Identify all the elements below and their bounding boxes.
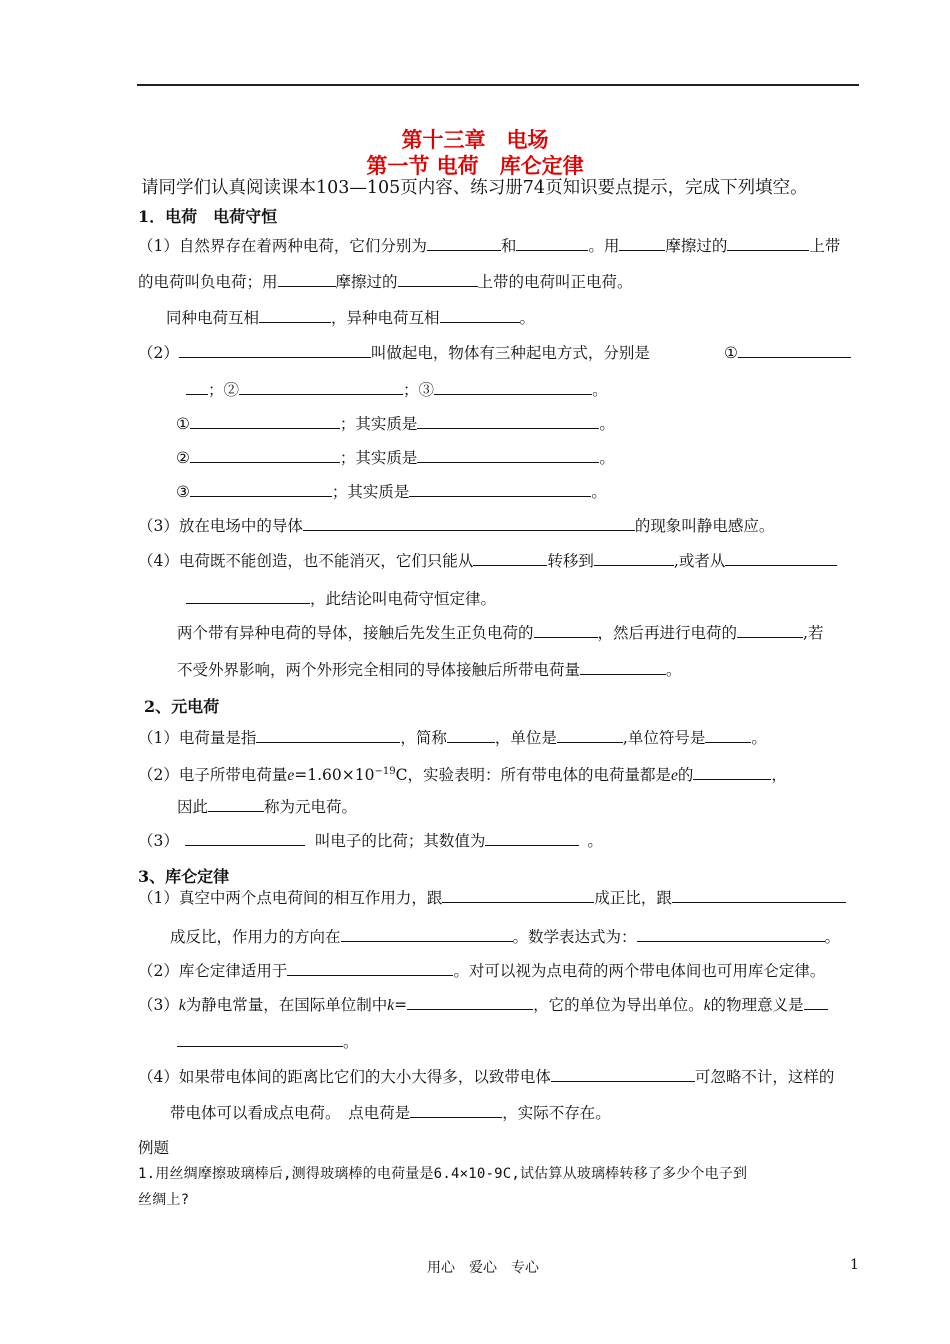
s1-p4-line4: 不受外界影响，两个外形完全相同的导体接触后所带电荷量 。 (177, 661, 682, 679)
blank[interactable] (594, 551, 674, 566)
s2-q2-line2: 因此 称为元电荷。 (177, 798, 358, 816)
blank[interactable] (287, 961, 453, 976)
blank[interactable] (516, 236, 588, 251)
s1-p4-line2: ，此结论叫电荷守恒定律。 (186, 589, 496, 609)
blank[interactable] (407, 995, 533, 1010)
example-label: 例题 (138, 1139, 170, 1157)
section2-heading: 2、元电荷 (144, 697, 220, 716)
blank[interactable] (485, 831, 579, 846)
blank[interactable] (473, 551, 547, 566)
blank[interactable] (190, 414, 340, 429)
s3-r1-line2: 成反比，作用力的方向在 。数学表达式为： 。 (170, 928, 841, 946)
chapter-title: 第十三章 电场 (401, 127, 549, 152)
blank[interactable] (278, 272, 336, 287)
blank[interactable] (804, 995, 828, 1010)
s3-r4-line2: 带电体可以看成点电荷。 点电荷是 ，实际不存在。 (170, 1104, 611, 1122)
blank[interactable] (705, 728, 751, 743)
s3-r4-line1: （4）如果带电体间的距离比它们的大小大得多，以致带电体 可忽略不计，这样的 (138, 1068, 835, 1086)
blank[interactable] (208, 797, 264, 812)
blank[interactable] (442, 888, 594, 903)
s1-method-2: ② ；其实质是 。 (176, 449, 615, 467)
blank[interactable] (551, 1067, 695, 1082)
blank[interactable] (738, 343, 851, 358)
blank[interactable] (256, 728, 400, 743)
s1-p1-line2: 的电荷叫负电荷；用 摩擦过的 上带的电荷叫正电荷。 (138, 273, 633, 291)
section1-heading: 1．电荷 电荷守恒 (138, 207, 278, 226)
blank[interactable] (637, 927, 825, 942)
footer-motto: 用心 爱心 专心 (427, 1260, 539, 1276)
blank[interactable] (186, 380, 208, 395)
s1-p1-line3: 同种电荷互相 ，异种电荷互相 。 (166, 309, 536, 327)
s3-r1-line1: （1）真空中两个点电荷间的相互作用力，跟 成正比，跟 (138, 888, 846, 908)
blank[interactable] (239, 380, 403, 395)
blank[interactable] (259, 308, 331, 323)
s2-q3: （3） 叫电子的比荷；其数值为 。 (138, 832, 603, 850)
s1-p2-line2: ；② ；③ 。 (186, 380, 608, 400)
blank[interactable] (410, 1103, 502, 1118)
blank[interactable] (427, 236, 501, 251)
s3-r3-line2: 。 (177, 1032, 359, 1052)
section-title: 第一节 电荷 库仑定律 (366, 153, 584, 178)
blank[interactable] (303, 516, 635, 531)
s2-q2-line1: （2）电子所带电荷量$e=1.60\times 10^{-19}C$，实验表明：所有带电体的电荷量都是e的 ， (138, 766, 787, 785)
s3-r2: （2）库仑定律适用于 。对可以视为点电荷的两个带电体间也可用库仑定律。 (138, 962, 826, 980)
blank[interactable] (186, 589, 310, 604)
s1-p2-option1: ① (724, 343, 851, 363)
s2-q1: （1）电荷量是指 ，简称 ，单位是 ,单位符号是 。 (138, 729, 767, 747)
blank[interactable] (693, 765, 771, 780)
example-question-line1: 1.用丝绸摩擦玻璃棒后,测得玻璃棒的电荷量是6.4×10-9C,试估算从玻璃棒转移了多少个电子到 (138, 1166, 748, 1182)
s3-r3-line1: （3）k为静电常量，在国际单位制中k= ，它的单位为导出单位。k的物理意义是 (138, 995, 828, 1016)
s1-p4-line1: （4）电荷既不能创造，也不能消灭，它们只能从 转移到 ,或者从 (138, 551, 837, 571)
s1-p1-line1: （1）自然界存在着两种电荷，它们分别为 和 。用 摩擦过的 上带 (138, 237, 841, 255)
s1-method-1: ① ；其实质是 。 (176, 415, 615, 433)
blank[interactable] (409, 482, 591, 497)
blank[interactable] (727, 236, 809, 251)
blank[interactable] (417, 448, 599, 463)
blank[interactable] (434, 380, 592, 395)
page-number: 1 (850, 1257, 859, 1273)
s1-p2-line1: （2） 叫做起电，物体有三种起电方式，分别是 (138, 344, 650, 362)
blank[interactable] (190, 448, 340, 463)
blank[interactable] (185, 831, 305, 846)
blank[interactable] (737, 623, 803, 638)
blank[interactable] (619, 236, 665, 251)
s1-p4-line3: 两个带有异种电荷的导体，接触后先发生正负电荷的 ，然后再进行电荷的 ,若 (177, 624, 824, 642)
section3-heading: 3、库仑定律 (138, 867, 230, 886)
blank[interactable] (341, 927, 513, 942)
blank[interactable] (557, 728, 623, 743)
s1-p3: （3）放在电场中的导体 的现象叫静电感应。 (138, 517, 775, 535)
header-rule (137, 84, 859, 86)
blank[interactable] (672, 888, 846, 903)
example-question-line2: 丝绸上? (138, 1192, 190, 1208)
blank[interactable] (190, 482, 332, 497)
blank[interactable] (534, 623, 598, 638)
blank[interactable] (440, 308, 520, 323)
intro-text: 请同学们认真阅读课本103—105页内容、练习册74页知识要点提示，完成下列填空。 (141, 178, 808, 198)
s1-method-3: ③ ；其实质是 。 (176, 483, 607, 501)
blank[interactable] (580, 660, 666, 675)
blank[interactable] (179, 343, 371, 358)
blank[interactable] (177, 1032, 343, 1047)
blank[interactable] (725, 551, 837, 566)
blank[interactable] (398, 272, 478, 287)
blank[interactable] (447, 728, 495, 743)
blank[interactable] (417, 414, 599, 429)
